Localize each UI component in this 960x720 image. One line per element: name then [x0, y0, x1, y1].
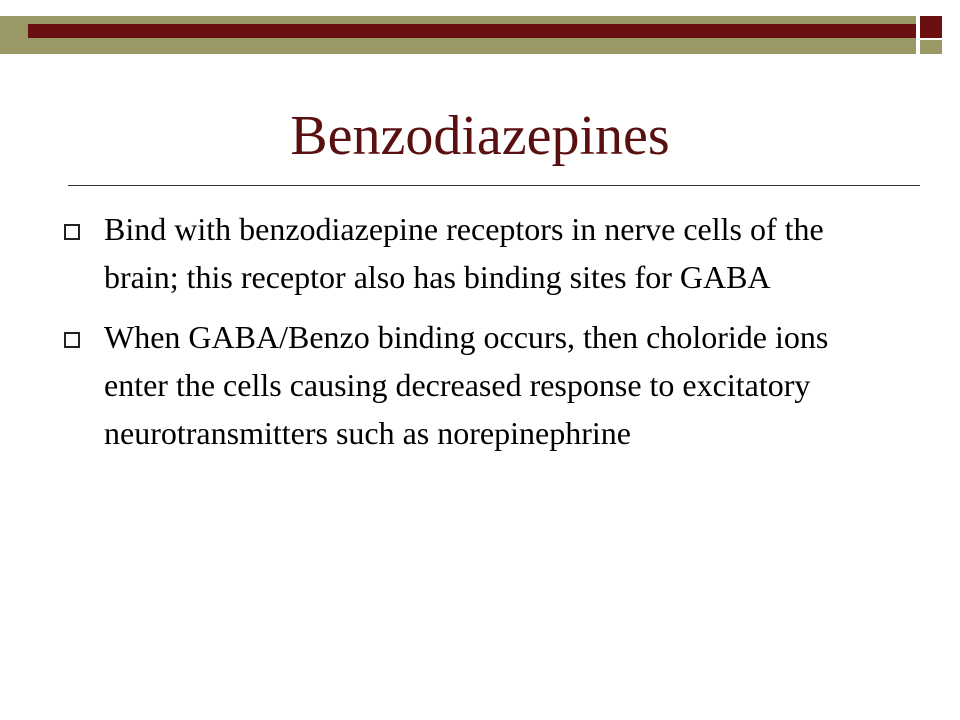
bullet-text: When GABA/Benzo binding occurs, then choloride ions enter the cells causing decreased response to excitatory neurotransmitters such as norepinephrine: [104, 319, 829, 451]
square-bullet-icon: [64, 332, 80, 348]
bullet-item: [64, 205, 894, 301]
corner-block-olive: [920, 40, 942, 54]
header-band-dark: [28, 24, 916, 38]
bullet-item: [64, 313, 894, 457]
title-divider: [68, 185, 920, 186]
slide-title: Benzodiazepines: [290, 105, 670, 167]
bullet-text: Bind with benzodiazepine receptors in nerve cells of the brain; this receptor also has binding sites for GABA: [104, 211, 824, 295]
bullet-list: [64, 205, 894, 469]
square-bullet-icon: [64, 224, 80, 240]
corner-block-dark: [920, 16, 942, 38]
